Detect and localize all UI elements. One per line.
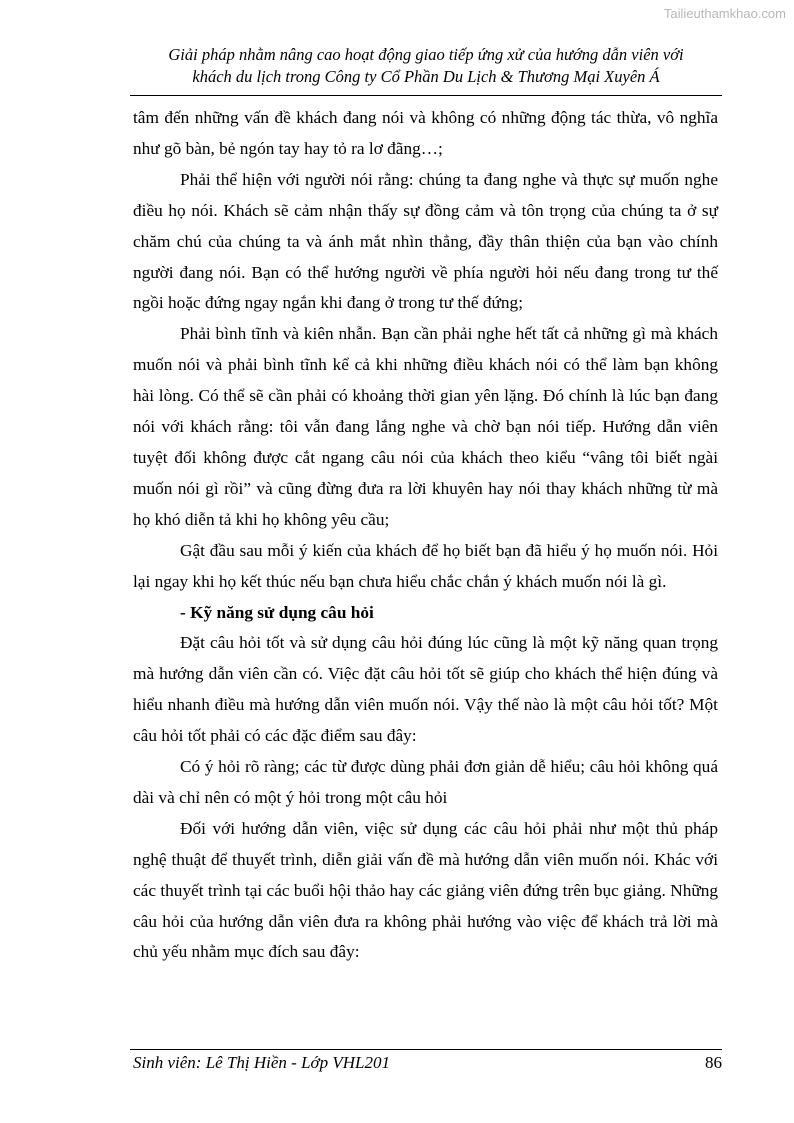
- footer-author: Sinh viên: Lê Thị Hiền - Lớp VHL201: [133, 1053, 390, 1072]
- paragraph-5: Đặt câu hỏi tốt và sử dụng câu hỏi đúng lúc cũng là một kỹ năng quan trọng mà hướng dẫn viên cần có. Việc đặt câu hỏi tốt sẽ giúp cho khách thể hiện đúng và hiểu nhanh điều mà hướng dẫn viên muốn nói. Vậy thế nào là một câu hỏi tốt? Một câu hỏi tốt phải có các đặc điểm sau đây:: [133, 633, 718, 746]
- paragraph-3: Phải bình tĩnh và kiên nhẫn. Bạn cần phải nghe hết tất cả những gì mà khách muốn nói và phải bình tĩnh kể cả khi những điều khách nói có thể làm bạn không hài lòng. Có thể sẽ cần phải có khoảng thời gian yên lặng. Đó chính là lúc bạn đang nói với khách rằng: tôi vẫn đang lắng nghe và chờ bạn nói tiếp. Hướng dẫn viên tuyệt đối không được cắt ngang câu nói của khách theo kiểu “vâng tôi biết ngài muốn nói gì rồi” và cũng đừng đưa ra lời khuyên hay nói thay khách những từ mà họ khó diễn tả khi họ không yêu cầu;: [133, 324, 718, 529]
- page-number: 86: [705, 1053, 722, 1072]
- paragraph-4: Gật đầu sau mỗi ý kiến của khách để họ biết bạn đã hiểu ý họ muốn nói. Hỏi lại ngay khi họ kết thúc nếu bạn chưa hiểu chắc chắn ý khách muốn nói là gì.: [133, 540, 718, 591]
- paragraph-1: tâm đến những vấn đề khách đang nói và không có những động tác thừa, vô nghĩa như gõ bàn, bẻ ngón tay hay tỏ ra lơ đãng…;: [133, 108, 718, 158]
- header-line-2: khách du lịch trong Công ty Cổ Phần Du Lịch & Thương Mại Xuyên Á: [192, 67, 660, 86]
- paragraph-6: Có ý hỏi rõ ràng; các từ được dùng phải đơn giản dễ hiểu; câu hỏi không quá dài và chỉ nên có một ý hỏi trong một câu hỏi: [133, 757, 718, 807]
- paragraph-2: Phải thể hiện với người nói rằng: chúng ta đang nghe và thực sự muốn nghe điều họ nói. Khách sẽ cảm nhận thấy sự đồng cảm và tôn trọng của chúng ta ở sự chăm chú của chúng ta và ánh mắt nhìn thẳng, đầy thân thiện của bạn vào chính người đang nói. Bạn có thể hướng người về phía người hỏi nếu đang trong tư thế ngồi hoặc đứng ngay ngắn khi đang ở trong tư thế đứng;: [133, 169, 718, 313]
- header-rule: [130, 95, 722, 96]
- page-body: [133, 103, 718, 968]
- running-header: [130, 44, 722, 88]
- paragraph-7: Đối với hướng dẫn viên, việc sử dụng các câu hỏi phải như một thủ pháp nghệ thuật để thuyết trình, diễn giải vấn đề mà hướng dẫn viên muốn nói. Khác với các thuyết trình tại các buổi hội thảo hay các giảng viên đứng trên bục giảng. Những câu hỏi của hướng dẫn viên đưa ra không phải hướng vào việc để khách trả lời mà chủ yếu nhằm mục đích sau đây:: [133, 818, 718, 962]
- header-line-1: Giải pháp nhằm nâng cao hoạt động giao tiếp ứng xử của hướng dẫn viên với: [168, 45, 684, 64]
- section-heading: - Kỹ năng sử dụng câu hỏi: [180, 602, 374, 622]
- footer-rule: [130, 1049, 722, 1050]
- watermark: Tailieuthamkhao.com: [663, 6, 786, 21]
